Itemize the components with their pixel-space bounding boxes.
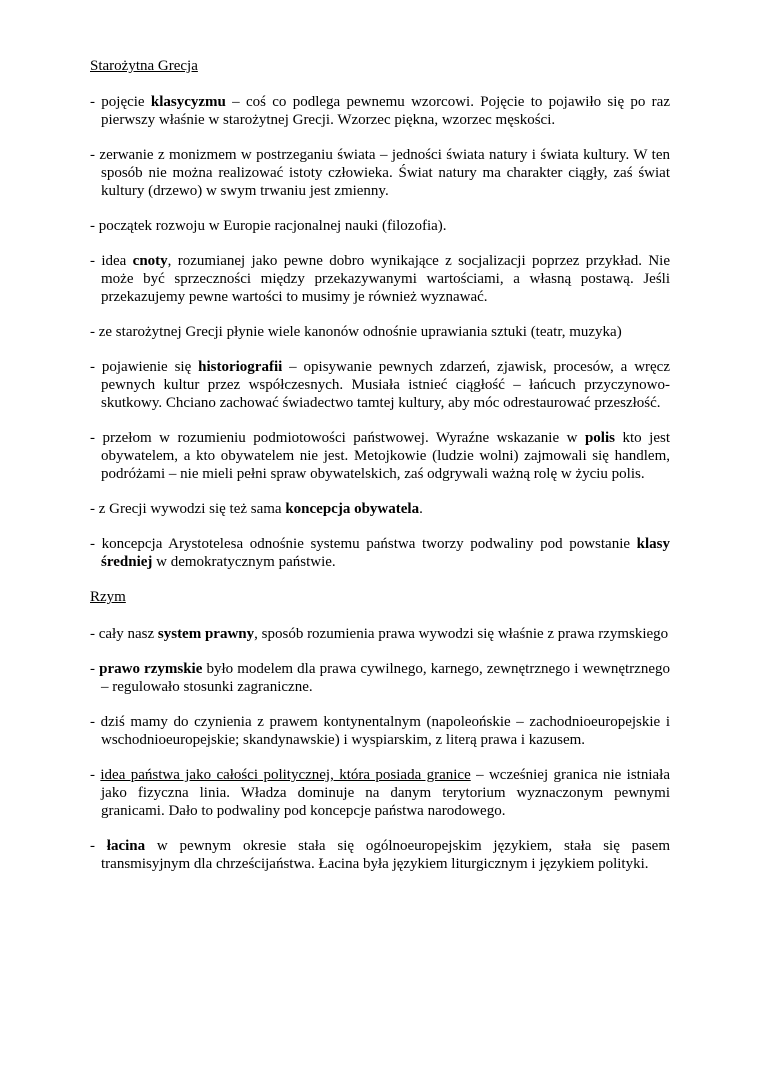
item-text: - bbox=[90, 838, 107, 854]
list-item bbox=[90, 358, 670, 412]
bold-term: klasycyzmu bbox=[150, 94, 226, 110]
item-text: - zerwanie z monizmem w postrzeganiu świata – jedności świata natury i świata kultury. W ten sposób nie można realizować istoty człowieka. Świat natury ma charakter ciągły, zaś świat kultury (drzewo) w swym trwaniu jest zmienny. bbox=[90, 147, 670, 199]
list-item bbox=[90, 146, 670, 200]
bold-term: system prawny bbox=[157, 626, 255, 642]
list-item bbox=[90, 713, 670, 749]
item-text: kto jest obywatelem, a kto obywatelem nie jest. Metojkowie (ludzie wolni) zajmowali się handlem, podróżami – nie mieli pełni spraw obywatelskich, zaś odgrywali ważną rolę w życiu polis. bbox=[101, 430, 670, 482]
underlined-phrase: idea państwa jako całości politycznej, która posiada granice bbox=[100, 767, 471, 783]
list-item bbox=[90, 535, 670, 571]
item-text: – opisywanie pewnych zdarzeń, zjawisk, procesów, a wręcz pewnych kultur przez współczesnych. Musiała istnieć ciągłość – łańcuch przyczynowo-skutkowy. Chciano zachować świadectwo tamtej kultury, aby móc odrestaurować przeszłość. bbox=[101, 359, 670, 411]
section-title-rome: Rzym bbox=[90, 589, 126, 605]
item-text: , sposób rozumienia prawa wywodzi się właśnie z prawa rzymskiego bbox=[254, 626, 669, 642]
bold-term: łacina bbox=[106, 838, 146, 854]
bold-term: polis bbox=[584, 430, 615, 446]
list-item bbox=[90, 837, 670, 873]
item-text: - idea bbox=[90, 253, 133, 269]
bold-term: klasy średniej bbox=[101, 536, 670, 570]
document-page bbox=[90, 57, 670, 890]
item-text: - cały nasz bbox=[90, 626, 158, 642]
list-item bbox=[90, 500, 670, 518]
item-text: - początek rozwoju w Europie racjonalnej nauki (filozofia). bbox=[90, 218, 447, 234]
item-text: , rozumianej jako pewne dobro wynikające z socjalizacji poprzez przykład. Nie może być sprzeczności między przekazywanymi wartościami, a własną postawą. Jeśli przekazujemy pewne wartości to musimy je również wyznawać. bbox=[101, 253, 670, 305]
list-item bbox=[90, 766, 670, 820]
rome-items-list bbox=[90, 625, 670, 873]
item-text: - dziś mamy do czynienia z prawem kontynentalnym (napoleońskie – zachodnioeuropejskie i wschodnioeuropejskie; skandynawskie) i wyspiarskim, z literą prawa i kazusem. bbox=[90, 714, 670, 748]
list-item bbox=[90, 252, 670, 306]
list-item bbox=[90, 625, 670, 643]
item-text: - bbox=[90, 767, 101, 783]
item-text: było modelem dla prawa cywilnego, karnego, zewnętrznego i wewnętrznego – regulowało stosunki zagraniczne. bbox=[101, 661, 670, 695]
item-text: – wcześniej granica nie istniała jako fizyczna linia. Władza dominuje na danym terytorium wyznaczonym pewnymi granicami. Dało to podwaliny pod koncepcje państwa narodowego. bbox=[101, 767, 670, 819]
item-text: - z Grecji wywodzi się też sama bbox=[90, 501, 286, 517]
list-item bbox=[90, 93, 670, 129]
bold-term: koncepcja obywatela bbox=[285, 501, 420, 517]
item-text: - pojawienie się bbox=[90, 359, 199, 375]
item-text: - bbox=[90, 661, 100, 677]
item-text: w demokratycznym państwie. bbox=[152, 554, 336, 570]
greece-items-list bbox=[90, 93, 670, 571]
item-text: - ze starożytnej Grecji płynie wiele kanonów odnośnie uprawiania sztuki (teatr, muzyka) bbox=[90, 324, 622, 340]
bold-term: cnoty bbox=[132, 253, 168, 269]
item-text: - pojęcie bbox=[90, 94, 151, 110]
bold-term: historiografii bbox=[198, 359, 283, 375]
list-item bbox=[90, 660, 670, 696]
list-item bbox=[90, 429, 670, 483]
item-text: - przełom w rozumieniu podmiotowości państwowej. Wyraźne wskazanie w bbox=[90, 430, 585, 446]
item-text: - koncepcja Arystotelesa odnośnie systemu państwa tworzy podwaliny pod powstanie bbox=[90, 536, 637, 552]
bold-term: prawo rzymskie bbox=[99, 661, 203, 677]
item-text: . bbox=[419, 501, 423, 517]
list-item bbox=[90, 217, 670, 235]
item-text: w pewnym okresie stała się ogólnoeuropejskim językiem, stała się pasem transmisyjnym dla chrześcijaństwa. Łacina była językiem liturgicznym i językiem polityki. bbox=[101, 838, 670, 872]
list-item bbox=[90, 323, 670, 341]
item-text: – coś co podlega pewnemu wzorcowi. Pojęcie to pojawiło się po raz pierwszy właśnie w starożytnej Grecji. Wzorzec piękna, wzorzec męskości. bbox=[101, 94, 670, 128]
section-title-greece: Starożytna Grecja bbox=[90, 58, 198, 74]
